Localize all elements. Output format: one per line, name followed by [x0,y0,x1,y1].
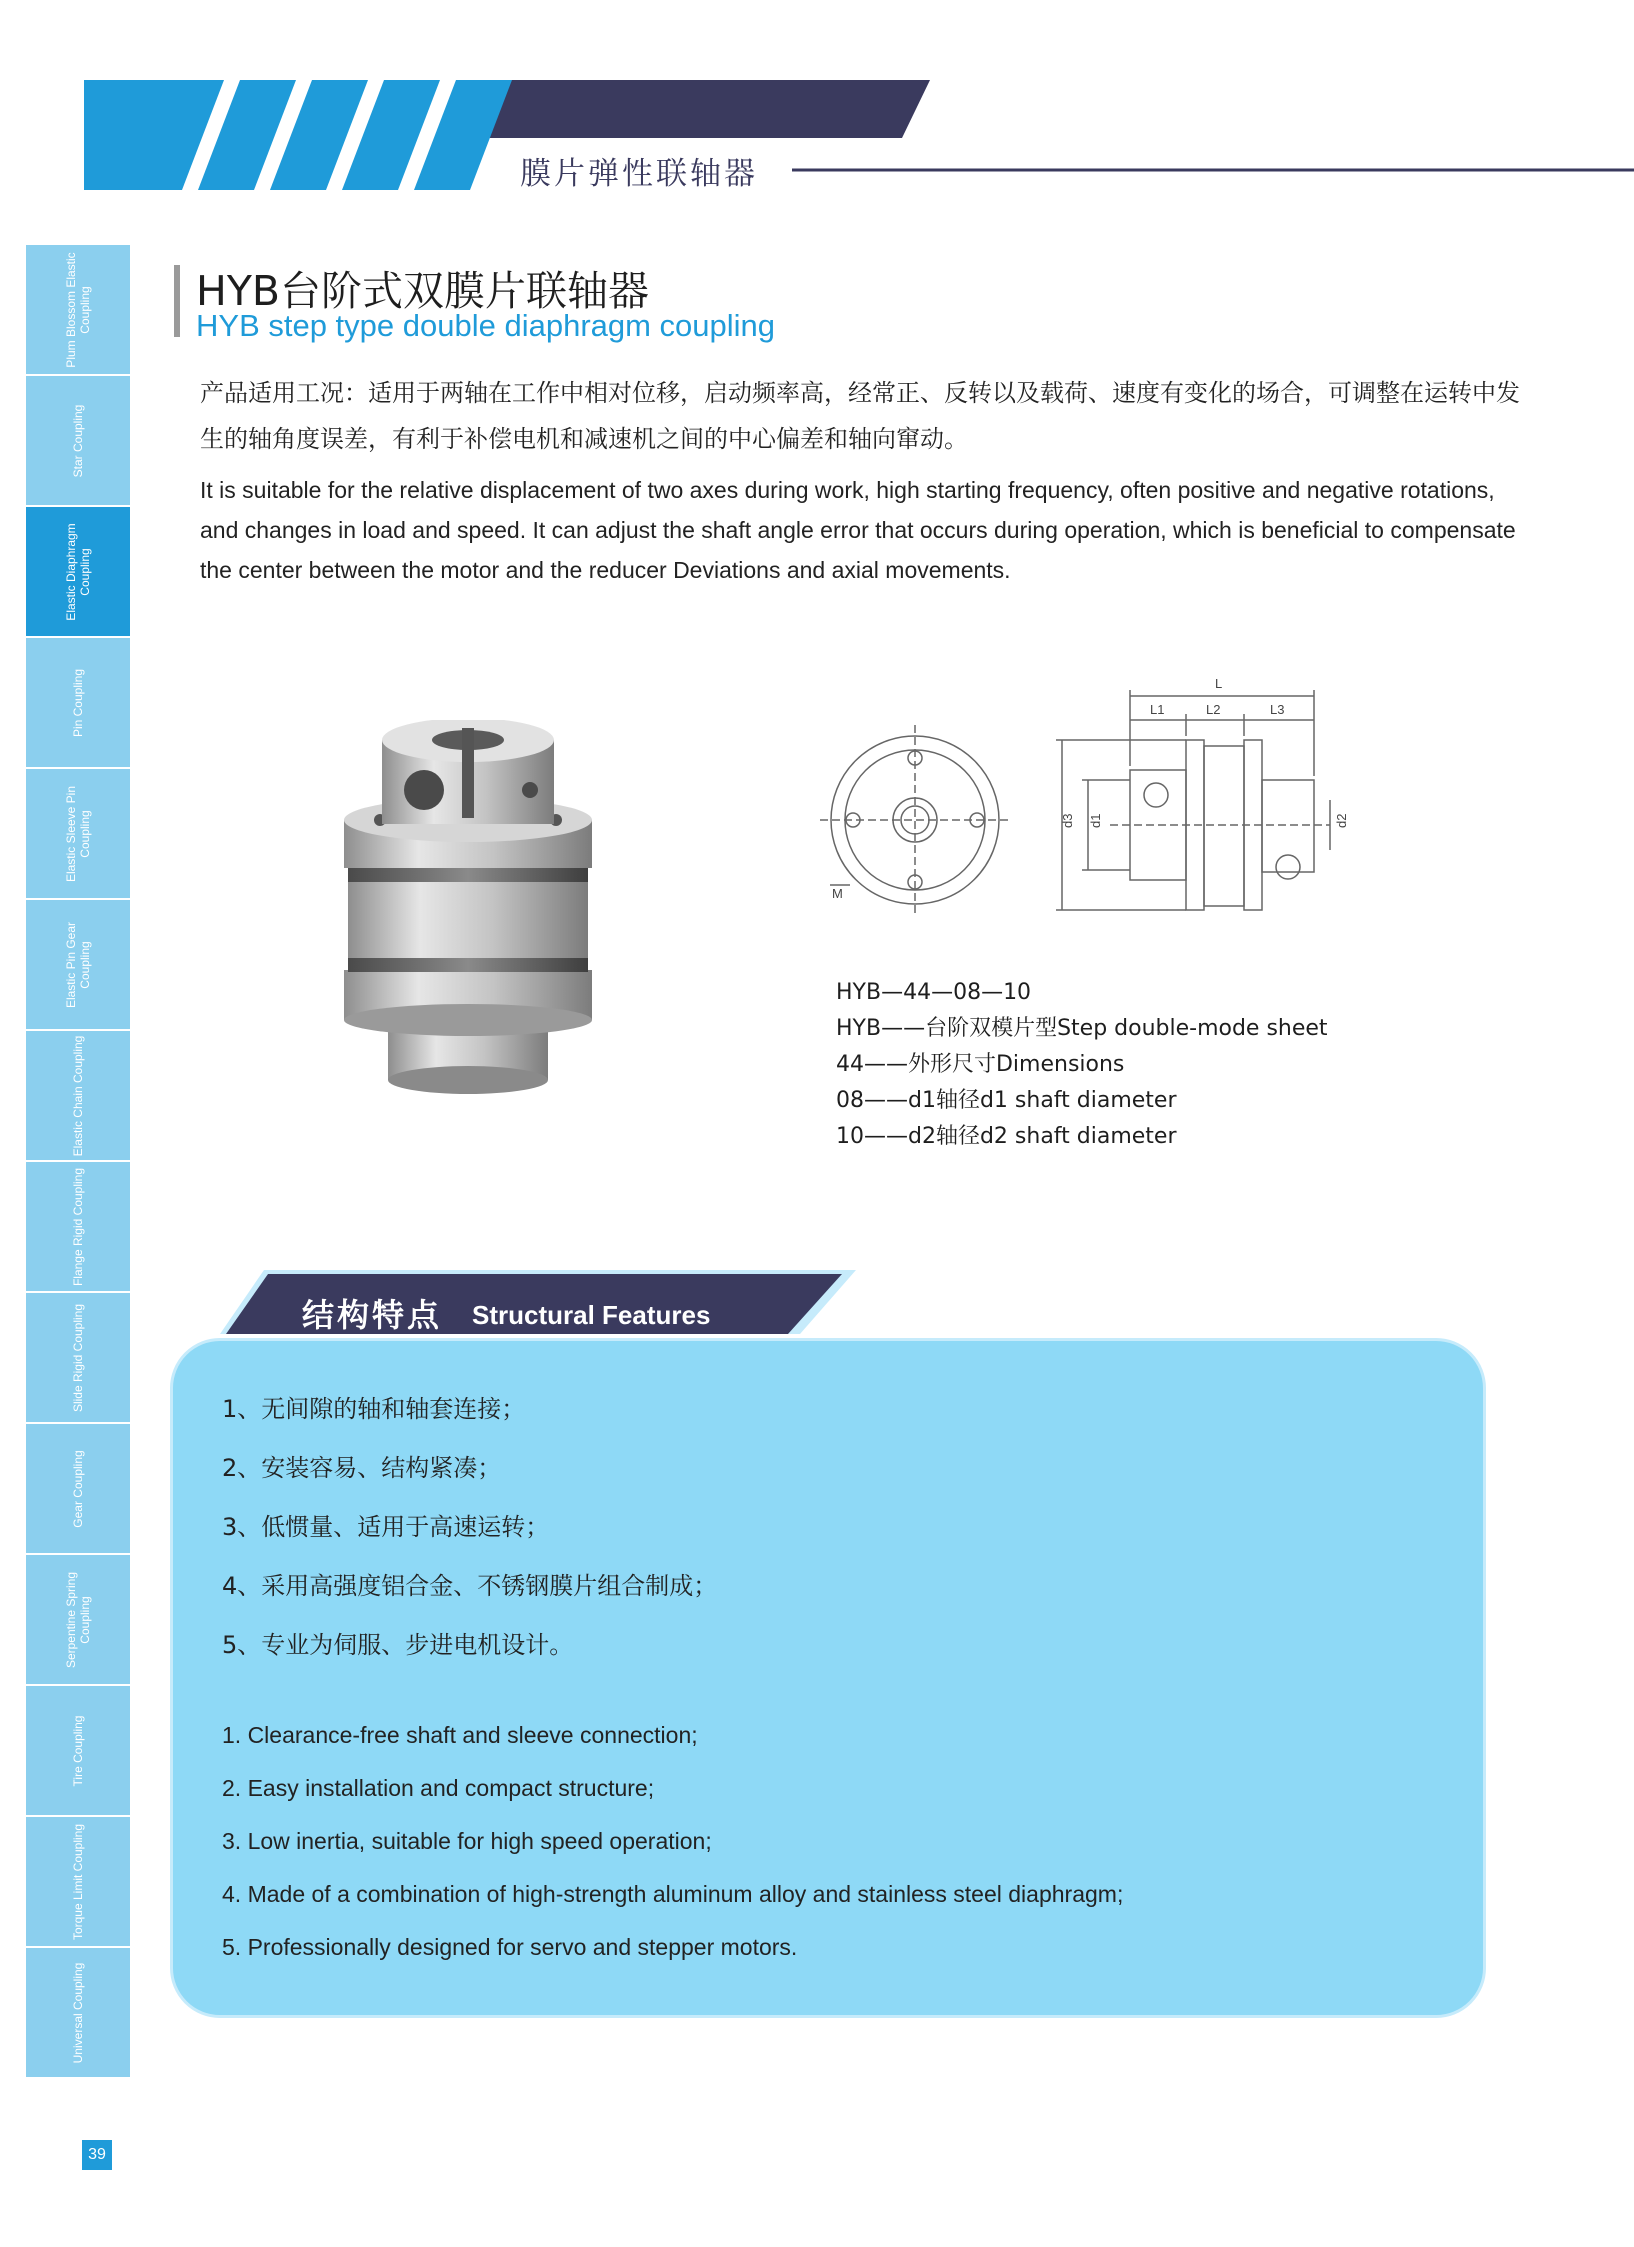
dim-label-d2: d2 [1334,813,1349,828]
side-nav-item-universal[interactable] [26,1948,130,2079]
features-list-en [222,1709,1123,1974]
features-list-cn [222,1380,717,1675]
coupling-photo [330,720,630,1100]
dim-label-d3: d3 [1060,813,1075,828]
dim-label-L: L [1215,676,1223,691]
features-title-cn: 结构特点 [302,1296,443,1334]
side-nav-item-tire[interactable] [26,1686,130,1817]
side-nav-label: Gear Coupling [71,1449,85,1528]
side-nav-label: Elastic Diaphragm Coupling [64,522,92,621]
side-nav-item-elastic-pin-gear[interactable] [26,900,130,1031]
side-nav-item-elastic-chain[interactable] [26,1031,130,1162]
feature-item-cn: 2、安装容易、结构紧凑； [222,1454,502,1482]
side-nav-label: Flange Rigid Coupling [71,1167,85,1286]
dim-label-L3: L3 [1270,702,1285,717]
feature-item-en: 1. Clearance-free shaft and sleeve connection; [222,1722,698,1748]
side-nav-label: Pin Coupling [71,668,85,737]
features-title-en: Structural Features [472,1300,711,1330]
side-nav-label: Elastic Pin Gear Coupling [64,921,92,1008]
side-nav-item-elastic-diaphragm[interactable] [26,507,130,638]
side-nav-label: Elastic Sleeve Pin Coupling [64,785,92,882]
model-code-d1: 08——d1轴径d1 shaft diameter [836,1088,1177,1113]
model-code: HYB—44—08—10 [836,980,1032,1005]
dim-label-L2: L2 [1206,702,1221,717]
product-description-cn: 产品适用工况：适用于两轴在工作中相对位移，启动频率高，经常正、反转以及载荷、速度有变化的场合，可调整在运转中发生的轴角度误差，有利于补偿电机和减速机之间的中心偏差和轴向窜动。 [200,379,1520,453]
dim-label-d1: d1 [1088,813,1103,828]
dim-label-L1: L1 [1150,702,1165,717]
title-accent-bar [174,265,180,337]
model-code-legend [836,975,1328,1155]
side-nav-item-slide-rigid[interactable] [26,1293,130,1424]
feature-item-en: 2. Easy installation and compact structure; [222,1775,655,1801]
side-nav-label: Plum Blossom Elastic Coupling [64,251,92,368]
side-nav-item-torque-limit[interactable] [26,1817,130,1948]
product-description-en: It is suitable for the relative displacement of two axes during work, high starting frequency, often positive and negative rotations, and changes in load and speed. It can adjust the shaft angle error that occurs during operation, which is beneficial to compensate the center between the motor and the reducer Deviations and axial movements. [200,477,1516,583]
page-number: 39 [82,2140,112,2170]
side-nav-item-flange-rigid[interactable] [26,1162,130,1293]
feature-item-cn: 5、专业为伺服、步进电机设计。 [222,1631,574,1659]
side-nav-item-star[interactable] [26,376,130,507]
side-nav-item-pin[interactable] [26,638,130,769]
side-nav-item-elastic-sleeve-pin[interactable] [26,769,130,900]
side-nav [26,245,130,2079]
model-code-type: HYB——台阶双模片型Step double-mode sheet [836,1016,1328,1041]
side-nav-label: Slide Rigid Coupling [71,1303,85,1412]
product-title-cn: HYB台阶式双膜片联轴器 [196,267,650,315]
technical-drawing [810,670,1370,930]
side-nav-item-plum-blossom[interactable] [26,245,130,376]
feature-item-en: 3. Low inertia, suitable for high speed operation; [222,1828,712,1854]
side-nav-label: Serpentine Spring Coupling [64,1571,92,1668]
side-nav-label: Torque Limit Coupling [71,1823,85,1940]
product-title-en: HYB step type double diaphragm coupling [196,308,776,343]
header-banner [0,0,1634,200]
feature-item-cn: 1、无间隙的轴和轴套连接； [222,1395,526,1423]
feature-item-cn: 4、采用高强度铝合金、不锈钢膜片组合制成； [222,1572,718,1600]
model-code-d2: 10——d2轴径d2 shaft diameter [836,1124,1177,1149]
side-nav-label: Elastic Chain Coupling [71,1035,85,1156]
section-title: 膜片弹性联轴器 [520,156,758,192]
model-code-dimensions: 44——外形尺寸Dimensions [836,1052,1125,1077]
dim-label-M: M [832,886,843,901]
side-nav-label: Universal Coupling [71,1962,85,2063]
feature-item-en: 5. Professionally designed for servo and stepper motors. [222,1934,798,1960]
side-nav-label: Star Coupling [71,404,85,477]
side-nav-item-gear[interactable] [26,1424,130,1555]
feature-item-en: 4. Made of a combination of high-strength aluminum alloy and stainless steel diaphragm; [222,1881,1124,1907]
feature-item-cn: 3、低惯量、适用于高速运转； [222,1513,550,1541]
side-nav-label: Tire Coupling [71,1715,85,1786]
side-nav-item-serpentine-spring[interactable] [26,1555,130,1686]
